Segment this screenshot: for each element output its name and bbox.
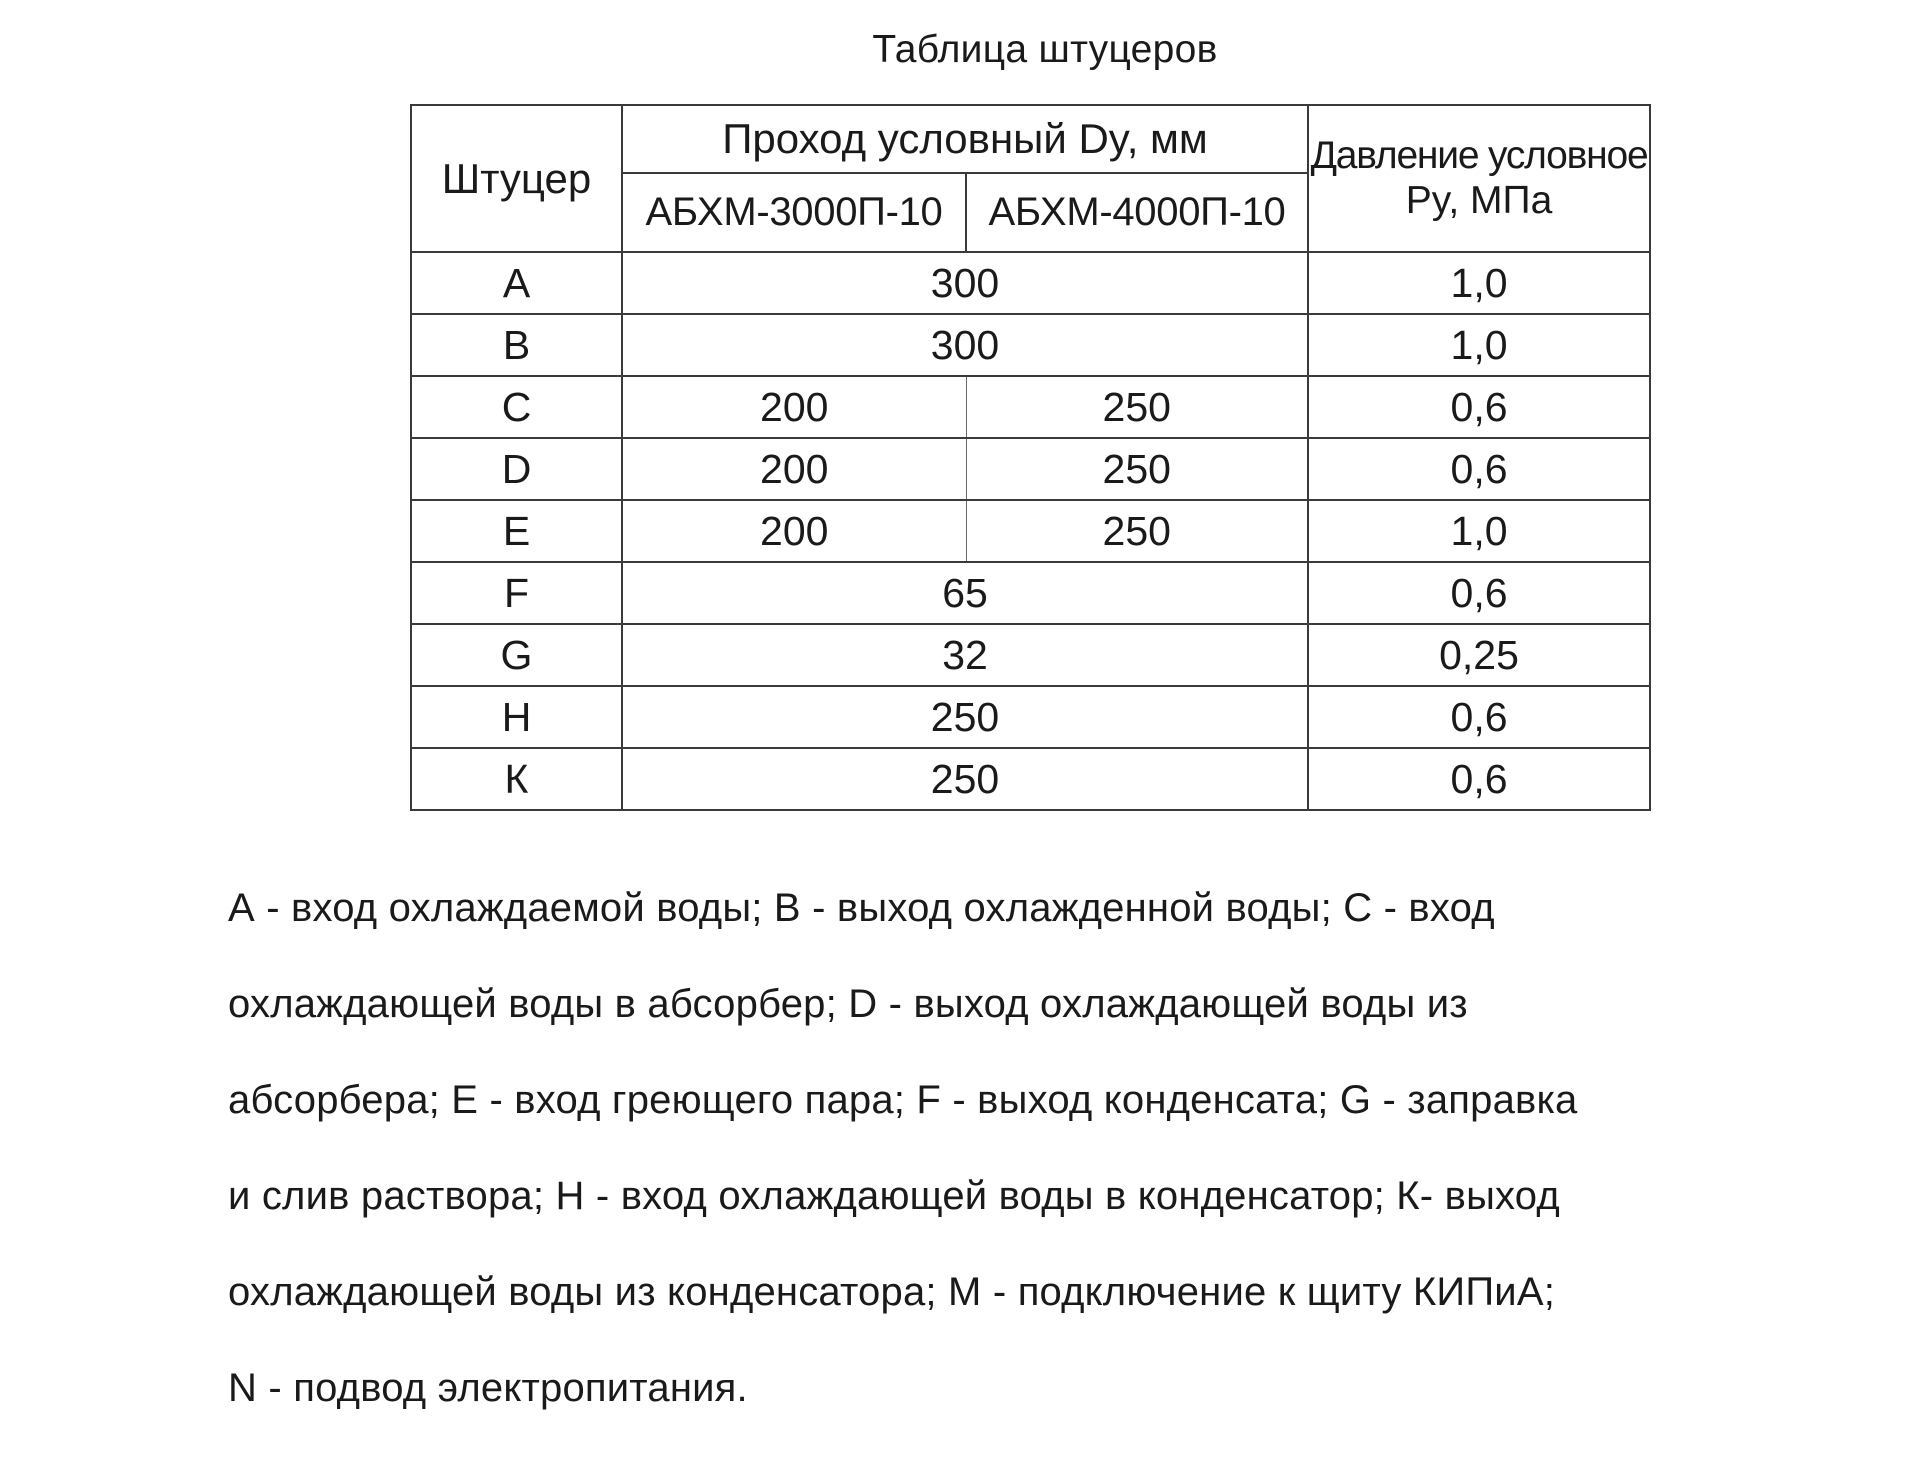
cell-dy-model-1: 200 (622, 376, 966, 438)
table-row (411, 562, 1650, 624)
cell-pressure: 0,6 (1308, 748, 1650, 810)
header-model-2: АБХМ-4000П-10 (966, 173, 1308, 252)
legend-line: абсорбера; Е - вход греющего пара; F - выход конденсата; G - заправка (228, 1078, 1578, 1122)
table-row (411, 438, 1650, 500)
table-title: Таблица штуцеров (872, 28, 1218, 71)
cell-dy: 250 (622, 748, 1308, 810)
cell-fitting: A (411, 252, 622, 314)
table-row (411, 624, 1650, 686)
table-row (411, 748, 1650, 810)
cell-pressure: 0,6 (1308, 376, 1650, 438)
cell-dy-model-2: 250 (966, 500, 1308, 562)
cell-fitting: К (411, 748, 622, 810)
cell-pressure: 0,6 (1308, 438, 1650, 500)
header-fitting: Штуцер (411, 105, 622, 252)
cell-pressure: 0,6 (1308, 562, 1650, 624)
cell-fitting: G (411, 624, 622, 686)
header-pressure-line1: Давление условное (1310, 133, 1648, 177)
table-row (411, 252, 1650, 314)
header-row-1 (411, 105, 1650, 173)
cell-dy-model-2: 250 (966, 438, 1308, 500)
cell-dy: 300 (622, 314, 1308, 376)
fittings-table (410, 104, 1651, 811)
header-model-1: АБХМ-3000П-10 (622, 173, 966, 252)
cell-fitting: B (411, 314, 622, 376)
cell-dy-model-2: 250 (966, 376, 1308, 438)
table-row (411, 500, 1650, 562)
cell-dy-model-1: 200 (622, 500, 966, 562)
cell-fitting: F (411, 562, 622, 624)
header-pressure (1308, 105, 1650, 252)
cell-fitting: E (411, 500, 622, 562)
legend-line: А - вход охлаждаемой воды; В - выход охлажденной воды; С - вход (228, 886, 1495, 930)
cell-pressure: 1,0 (1308, 314, 1650, 376)
cell-dy: 65 (622, 562, 1308, 624)
cell-dy: 250 (622, 686, 1308, 748)
table-row (411, 686, 1650, 748)
cell-fitting: C (411, 376, 622, 438)
legend-line: N - подвод электропитания. (228, 1366, 748, 1410)
cell-dy: 32 (622, 624, 1308, 686)
legend-line: и слив раствора; Н - вход охлаждающей воды в конденсатор; К- выход (228, 1174, 1560, 1218)
cell-dy-model-1: 200 (622, 438, 966, 500)
legend-text (228, 836, 1788, 1460)
legend-line: охлаждающей воды из конденсатора; М - подключение к щиту КИПиА; (228, 1270, 1556, 1314)
header-nominal-bore: Проход условный Dy, мм (622, 105, 1308, 173)
cell-pressure: 1,0 (1308, 500, 1650, 562)
cell-dy: 300 (622, 252, 1308, 314)
header-pressure-line2: Py, МПа (1405, 178, 1553, 222)
cell-pressure: 0,6 (1308, 686, 1650, 748)
legend-line: охлаждающей воды в абсорбер; D - выход охлаждающей воды из (228, 982, 1468, 1026)
cell-fitting: D (411, 438, 622, 500)
cell-fitting: H (411, 686, 622, 748)
cell-pressure: 1,0 (1308, 252, 1650, 314)
table-row (411, 376, 1650, 438)
table-row (411, 314, 1650, 376)
cell-pressure: 0,25 (1308, 624, 1650, 686)
